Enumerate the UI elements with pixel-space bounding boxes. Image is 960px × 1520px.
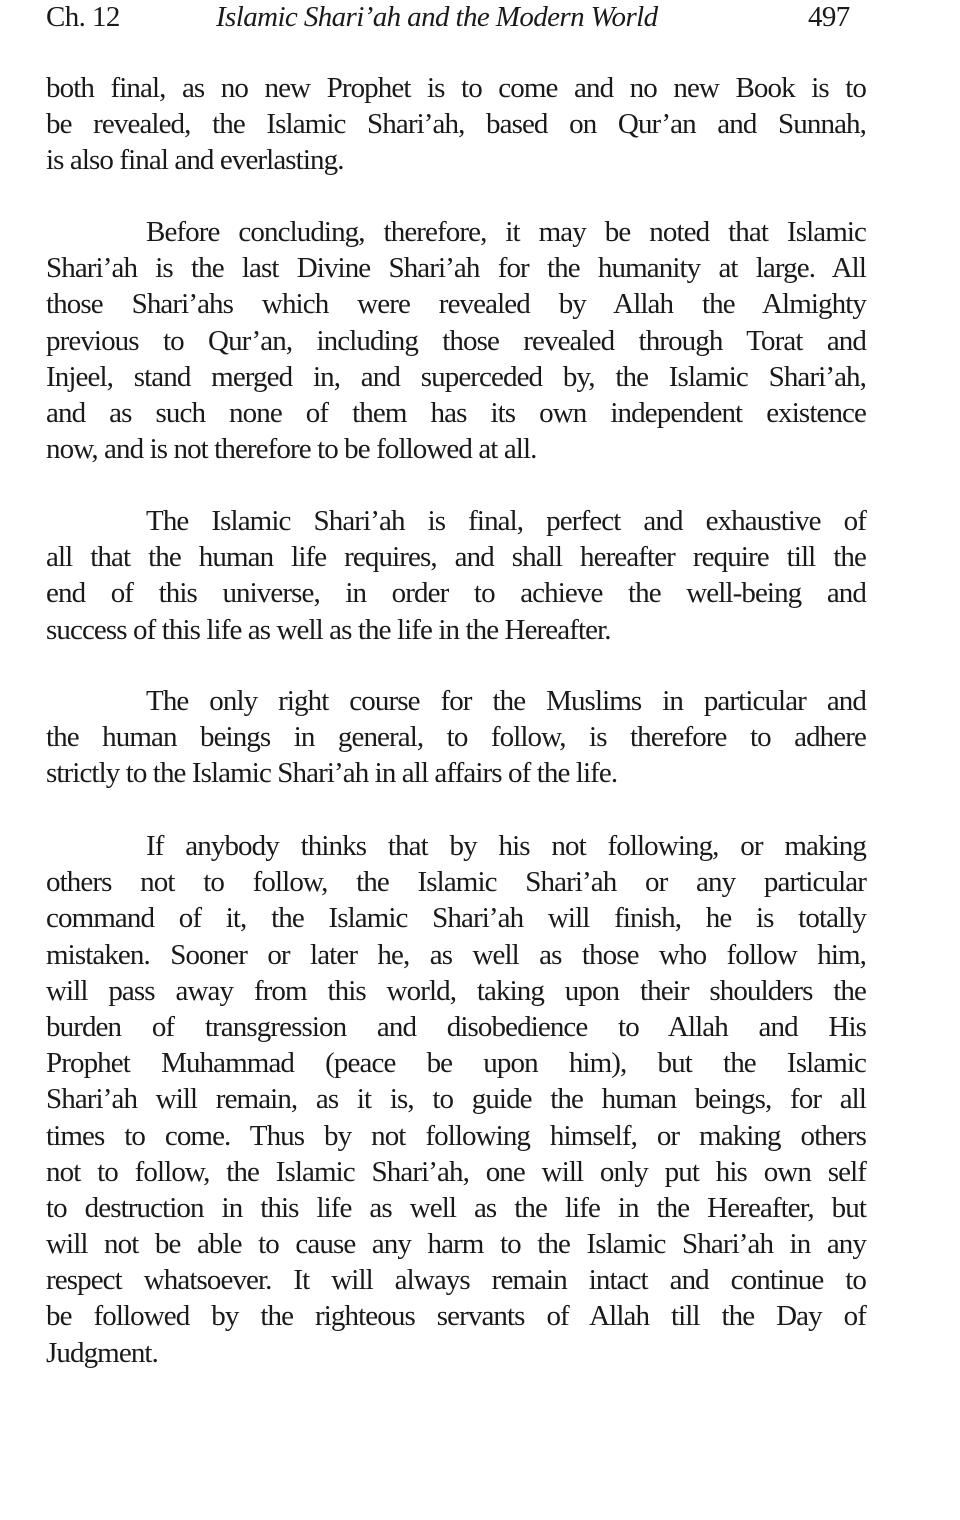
text-line: previous to Qur’an, including those revealed through Torat and [46,324,866,357]
text-line: end of this universe, in order to achieve the well-being and [46,577,866,610]
text-line: will pass away from this world, taking upon their shoulders the [46,974,866,1007]
text-line: command of it, the Islamic Shari’ah will finish, he is totally [46,902,866,935]
text-line: The only right course for the Muslims in particular and [146,685,866,717]
text-line: Judgment. [46,1336,158,1369]
text-line: now, and is not therefore to be followed at all. [46,433,537,466]
paragraph-5 [46,828,866,1371]
book-title: Islamic Shari’ah and the Modern World [216,1,658,33]
text-line: all that the human life requires, and shall hereafter require till the [46,541,866,574]
text-line: is also final and everlasting. [46,144,344,177]
text-line: strictly to the Islamic Shari’ah in all affairs of the life. [46,757,618,790]
text-line: the human beings in general, to follow, is therefore to adhere [46,721,866,754]
text-line: not to follow, the Islamic Shari’ah, one will only put his own self [46,1155,866,1188]
text-line: burden of transgression and disobedience to Allah and His [46,1010,866,1043]
text-line: others not to follow, the Islamic Shari’ah or any particular [46,866,866,899]
paragraph-2 [46,214,866,467]
paragraph-1 [46,70,866,179]
text-line: both final, as no new Prophet is to come and no new Book is to [46,72,866,104]
text-line: success of this life as well as the life in the Hereafter. [46,613,611,646]
text-line: Before concluding, therefore, it may be noted that Islamic [146,216,866,248]
text-line: The Islamic Shari’ah is final, perfect and exhaustive of [146,505,866,537]
text-line: times to come. Thus by not following himself, or making others [46,1119,866,1152]
paragraph-3 [46,503,866,648]
text-line: mistaken. Sooner or later he, as well as those who follow him, [46,938,866,971]
running-header [46,0,876,34]
text-line: will not be able to cause any harm to the Islamic Shari’ah in any [46,1228,866,1261]
text-line: and as such none of them has its own independent existence [46,396,866,429]
text-line: Shari’ah will remain, as it is, to guide the human beings, for all [46,1083,866,1116]
text-line: Injeel, stand merged in, and superceded by, the Islamic Shari’ah, [46,360,866,393]
text-line: those Shari’ahs which were revealed by Allah the Almighty [46,288,866,321]
paragraph-4 [46,683,866,792]
text-line: Prophet Muhammad (peace be upon him), but the Islamic [46,1047,866,1080]
chapter-label: Ch. 12 [46,1,120,33]
text-line: respect whatsoever. It will always remain intact and continue to [46,1264,866,1297]
text-line: be revealed, the Islamic Shari’ah, based on Qur’an and Sunnah, [46,108,866,141]
text-line: Shari’ah is the last Divine Shari’ah for the humanity at large. All [46,252,866,285]
page-number: 497 [808,1,850,33]
text-line: be followed by the righteous servants of Allah till the Day of [46,1300,866,1333]
text-line: to destruction in this life as well as the life in the Hereafter, but [46,1191,866,1224]
text-line: If anybody thinks that by his not following, or making [146,830,866,862]
